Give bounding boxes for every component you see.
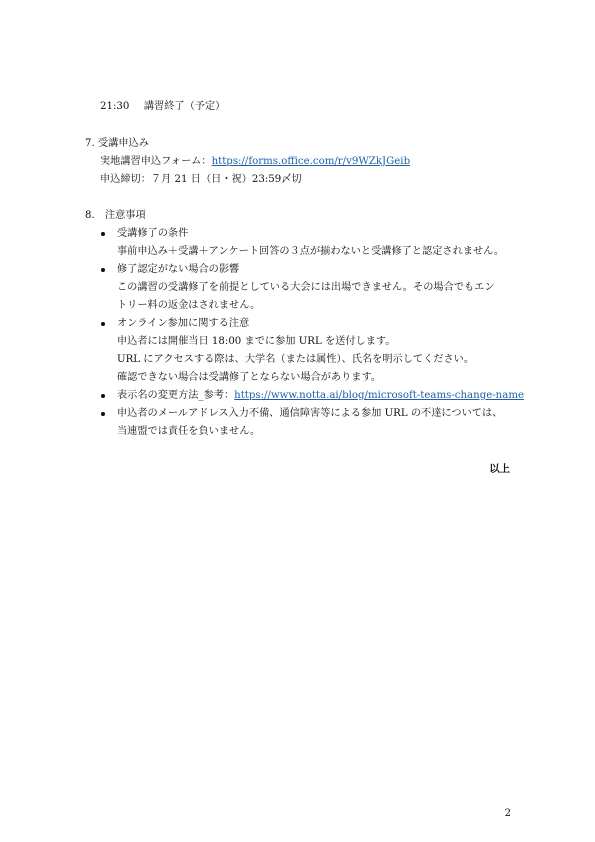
schedule-end-time: 21:30: [100, 101, 130, 112]
bullet-marker: [101, 412, 105, 416]
note-line: この講習の受講修了を前提としている大会には出場できません。その場合でもエン: [117, 282, 495, 293]
bullet-marker: [101, 232, 105, 236]
note-title: オンライン参加に関する注意: [117, 318, 250, 329]
display-name-link[interactable]: https://www.notta.ai/blog/microsoft-teams-change-name: [234, 390, 525, 401]
note-line: 事前申込み＋受講＋アンケート回答の３点が揃わないと受講修了と認定されません。: [117, 246, 505, 257]
bullet-marker: [101, 394, 105, 398]
page-number: 2: [504, 808, 511, 819]
note-line: 確認できない場合は受講修了とならない場合があります。: [117, 372, 382, 383]
note-line: 申込者には開催当日 18:00 までに参加 URL を送付します。: [117, 336, 396, 347]
schedule-end-label: 講習終了（予定）: [143, 101, 226, 112]
deadline-text: 申込締切：７月 21 日（日・祝）23:59〆切: [100, 174, 302, 185]
display-name-label: 表示名の変更方法_参考：: [117, 390, 235, 401]
form-label: 実地講習申込フォーム：: [100, 156, 212, 167]
form-link[interactable]: https://forms.office.com/r/v9WZkJGeib: [211, 156, 411, 167]
bullet-marker: [101, 268, 105, 272]
section-7-heading: 7. 受講申込み: [85, 138, 149, 149]
note-line: URL にアクセスする際は、大学名（または属性）、氏名を明示してください。: [117, 354, 475, 365]
note-line: 当連盟では責任を負いません。: [117, 426, 261, 437]
note-title: 受講修了の条件: [117, 228, 189, 239]
section-8-heading: 8. 注意事項: [85, 210, 146, 221]
schedule-end-row: [100, 100, 225, 114]
form-row: [100, 155, 410, 169]
display-name-row: [117, 389, 524, 403]
closing-mark: 以上: [489, 463, 510, 475]
note-title: 修了認定がない場合の影響: [117, 264, 240, 275]
bullet-marker: [101, 322, 105, 326]
note-title: 申込者のメールアドレス入力不備、通信障害等による参加 URL の不達については、: [117, 408, 503, 419]
note-line: トリー料の返金はされません。: [117, 300, 261, 311]
